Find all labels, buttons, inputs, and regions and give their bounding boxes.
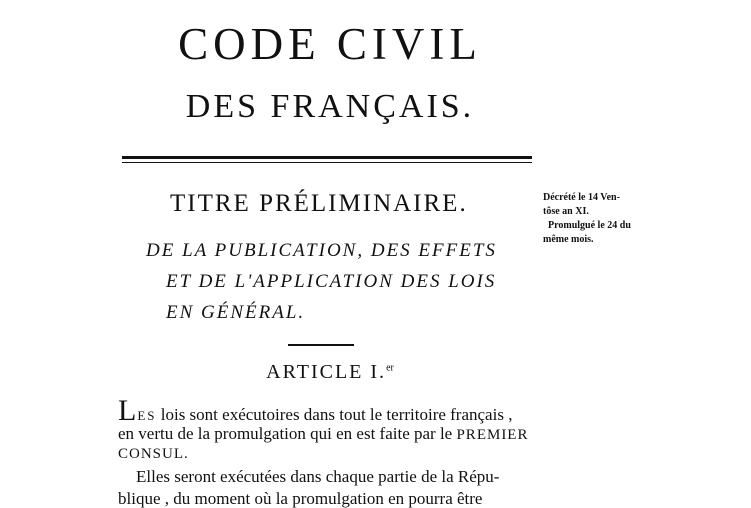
titre-heading: TITRE PRÉLIMINAIRE. bbox=[170, 190, 468, 217]
body-line-4: Elles seront exécutées dans chaque partie de la Répu- bbox=[136, 467, 500, 486]
margin-note-line-2: tôse an XI. bbox=[543, 206, 589, 217]
body-line-2-text: en vertu de la promulgation qui en est faite par le bbox=[118, 424, 457, 443]
margin-note-line-1: Décrété le 14 Ven- bbox=[543, 192, 620, 203]
subheading-line-2: ET DE L'APPLICATION DES LOIS bbox=[166, 271, 497, 292]
article-number: I. bbox=[370, 361, 387, 383]
drop-cap: L bbox=[118, 394, 138, 427]
body-line-3: CONSUL. bbox=[118, 446, 189, 462]
article-heading bbox=[0, 362, 660, 382]
body-line-2 bbox=[118, 425, 528, 443]
title-rule-thin bbox=[122, 162, 532, 163]
first-word-caps: ES bbox=[137, 408, 157, 423]
document-subtitle: DES FRANÇAIS. bbox=[185, 88, 475, 125]
premier-smallcaps: PREMIER bbox=[456, 427, 529, 443]
body-line-5: blique , du moment où la promulgation en pourra être bbox=[118, 489, 483, 508]
article-separator-rule bbox=[288, 344, 354, 346]
document-title: CODE CIVIL bbox=[178, 19, 482, 69]
article-label: ARTICLE bbox=[266, 361, 364, 383]
body-line-1-text: lois sont exécutoires dans tout le territoire français , bbox=[156, 405, 513, 424]
body-line-1 bbox=[118, 394, 513, 427]
margin-note-line-3: Promulgué le 24 du bbox=[548, 220, 631, 231]
title-rule-thick bbox=[122, 156, 532, 159]
article-number-suffix: er bbox=[386, 362, 394, 374]
subheading-line-3: EN GÉNÉRAL. bbox=[166, 302, 306, 323]
subheading-line-1: DE LA PUBLICATION, DES EFFETS bbox=[146, 240, 497, 261]
margin-note-line-4: même mois. bbox=[543, 234, 594, 245]
